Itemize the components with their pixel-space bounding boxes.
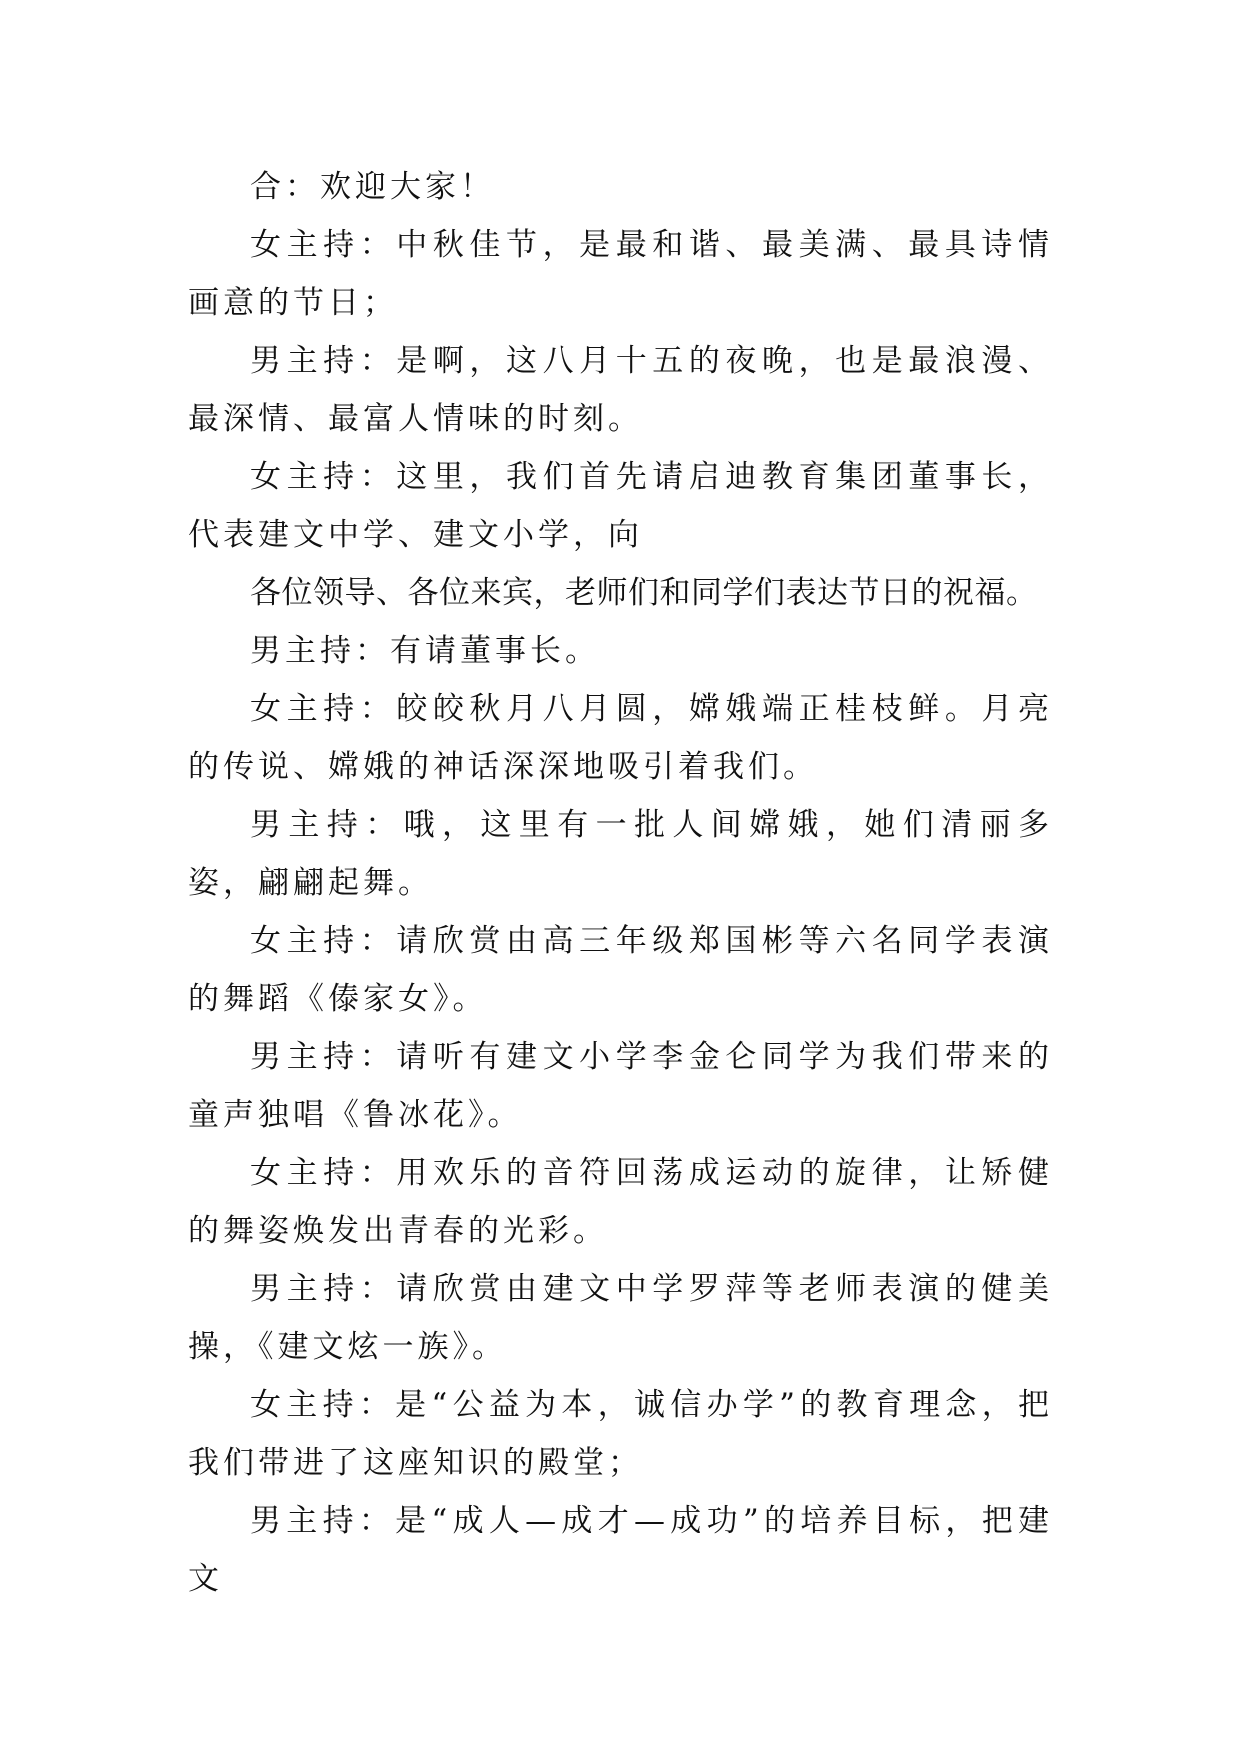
- paragraph-welcome: 合：欢迎大家！: [250, 169, 495, 205]
- paragraph-male-host: 男主持：哦，这里有一批人间嫦娥，她们清丽多姿，翩翩起舞。: [188, 807, 1053, 901]
- paragraph-female-host: 女主持：是“公益为本，诚信办学”的教育理念，把我们带进了这座知识的殿堂；: [188, 1387, 1053, 1481]
- paragraph-female-host: 女主持：用欢乐的音符回荡成运动的旋律，让矫健的舞姿焕发出青春的光彩。: [188, 1155, 1053, 1249]
- paragraph-male-host: 男主持：请听有建文小学李金仑同学为我们带来的童声独唱《鲁冰花》。: [188, 1039, 1053, 1133]
- paragraph-female-host: 女主持：皎皎秋月八月圆，嫦娥端正桂枝鲜。月亮的传说、嫦娥的神话深深地吸引着我们。: [188, 691, 1053, 785]
- paragraph-female-host: 女主持：中秋佳节，是最和谐、最美满、最具诗情画意的节日；: [188, 227, 1053, 321]
- paragraph-female-host: 女主持：这里，我们首先请启迪教育集团董事长，代表建文中学、建文小学，向: [188, 459, 1053, 553]
- paragraph-male-host: 男主持：是“成人—成才—成功”的培养目标，把建文: [188, 1503, 1053, 1597]
- paragraph-continuation: 各位领导、各位来宾，老师们和同学们表达节日的祝福。: [250, 575, 1038, 611]
- paragraph-male-host: 男主持：请欣赏由建文中学罗萍等老师表演的健美操，《建文炫一族》。: [188, 1271, 1053, 1365]
- document-page: [188, 158, 1053, 1608]
- paragraph-male-host: 男主持：有请董事长。: [250, 633, 600, 669]
- paragraph-male-host: 男主持：是啊，这八月十五的夜晚，也是最浪漫、最深情、最富人情味的时刻。: [188, 343, 1053, 437]
- paragraph-female-host: 女主持：请欣赏由高三年级郑国彬等六名同学表演的舞蹈《傣家女》。: [188, 923, 1053, 1017]
